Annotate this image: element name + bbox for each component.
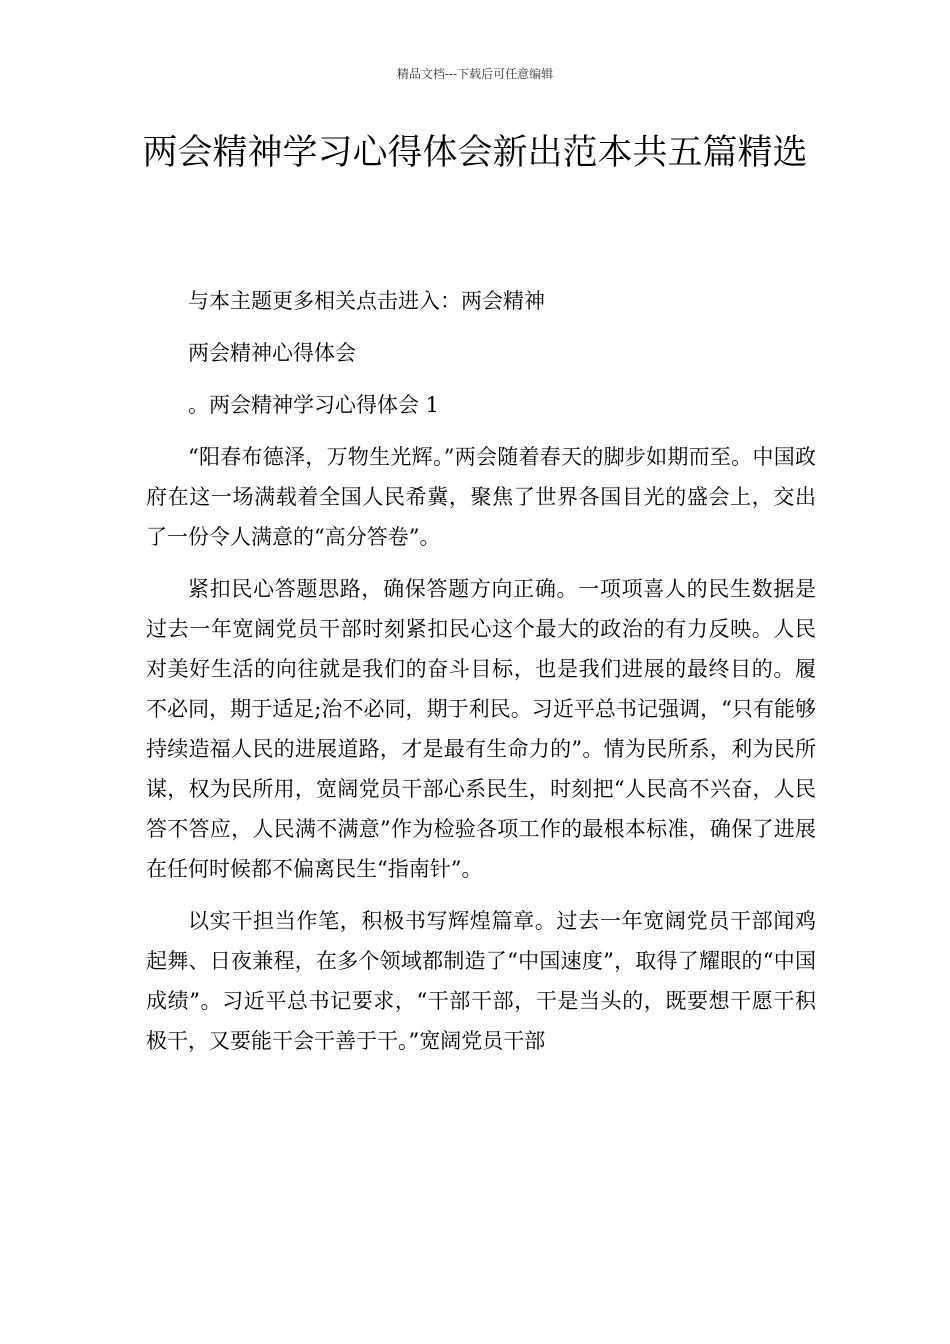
- paragraph-related-link: 与本主题更多相关点击进入：两会精神: [188, 289, 545, 313]
- page-header: 精品文档---下载后可任意编辑: [396, 67, 554, 81]
- paragraph-section-heading: 。两会精神学习心得体会 1: [188, 393, 440, 417]
- paragraph-hard-work: 以实干担当作笔，积极书写辉煌篇章。过去一年宽阔党员干部闻鸡起舞、日夜兼程，在多个领域都制造了“中国速度”，取得了耀眼的“中国成绩”。习近平总书记要求，“干部干部，干是当头的，既要想干愿干积极干，又要能干会干善于干。”宽阔党员干部: [146, 909, 816, 1053]
- paragraph-intro: “阳春布德泽，万物生光辉。”两会随着春天的脚步如期而至。中国政府在这一场满载着全国人民希冀，聚焦了世界各国目光的盛会上，交出了一份令人满意的“高分答卷”。: [146, 445, 816, 549]
- document-title: 两会精神学习心得体会新出范本共五篇精选: [142, 133, 808, 173]
- paragraph-subtitle: 两会精神心得体会: [188, 341, 356, 365]
- document-body: [146, 281, 816, 1073]
- paragraph-people-centered: 紧扣民心答题思路，确保答题方向正确。一项项喜人的民生数据是过去一年宽阔党员干部时刻紧扣民心这个最大的政治的有力反映。人民对美好生活的向往就是我们的奋斗目标，也是我们进展的最终目的。履不必同，期于适足;治不必同，期于利民。习近平总书记强调，“只有能够持续造福人民的进展道路，才是最有生命力的”。情为民所系，利为民所谋，权为民所用，宽阔党员干部心系民生，时刻把“人民高不兴奋，人民答不答应，人民满不满意”作为检验各项工作的最根本标准，确保了进展在任何时候都不偏离民生“指南针”。: [146, 577, 816, 881]
